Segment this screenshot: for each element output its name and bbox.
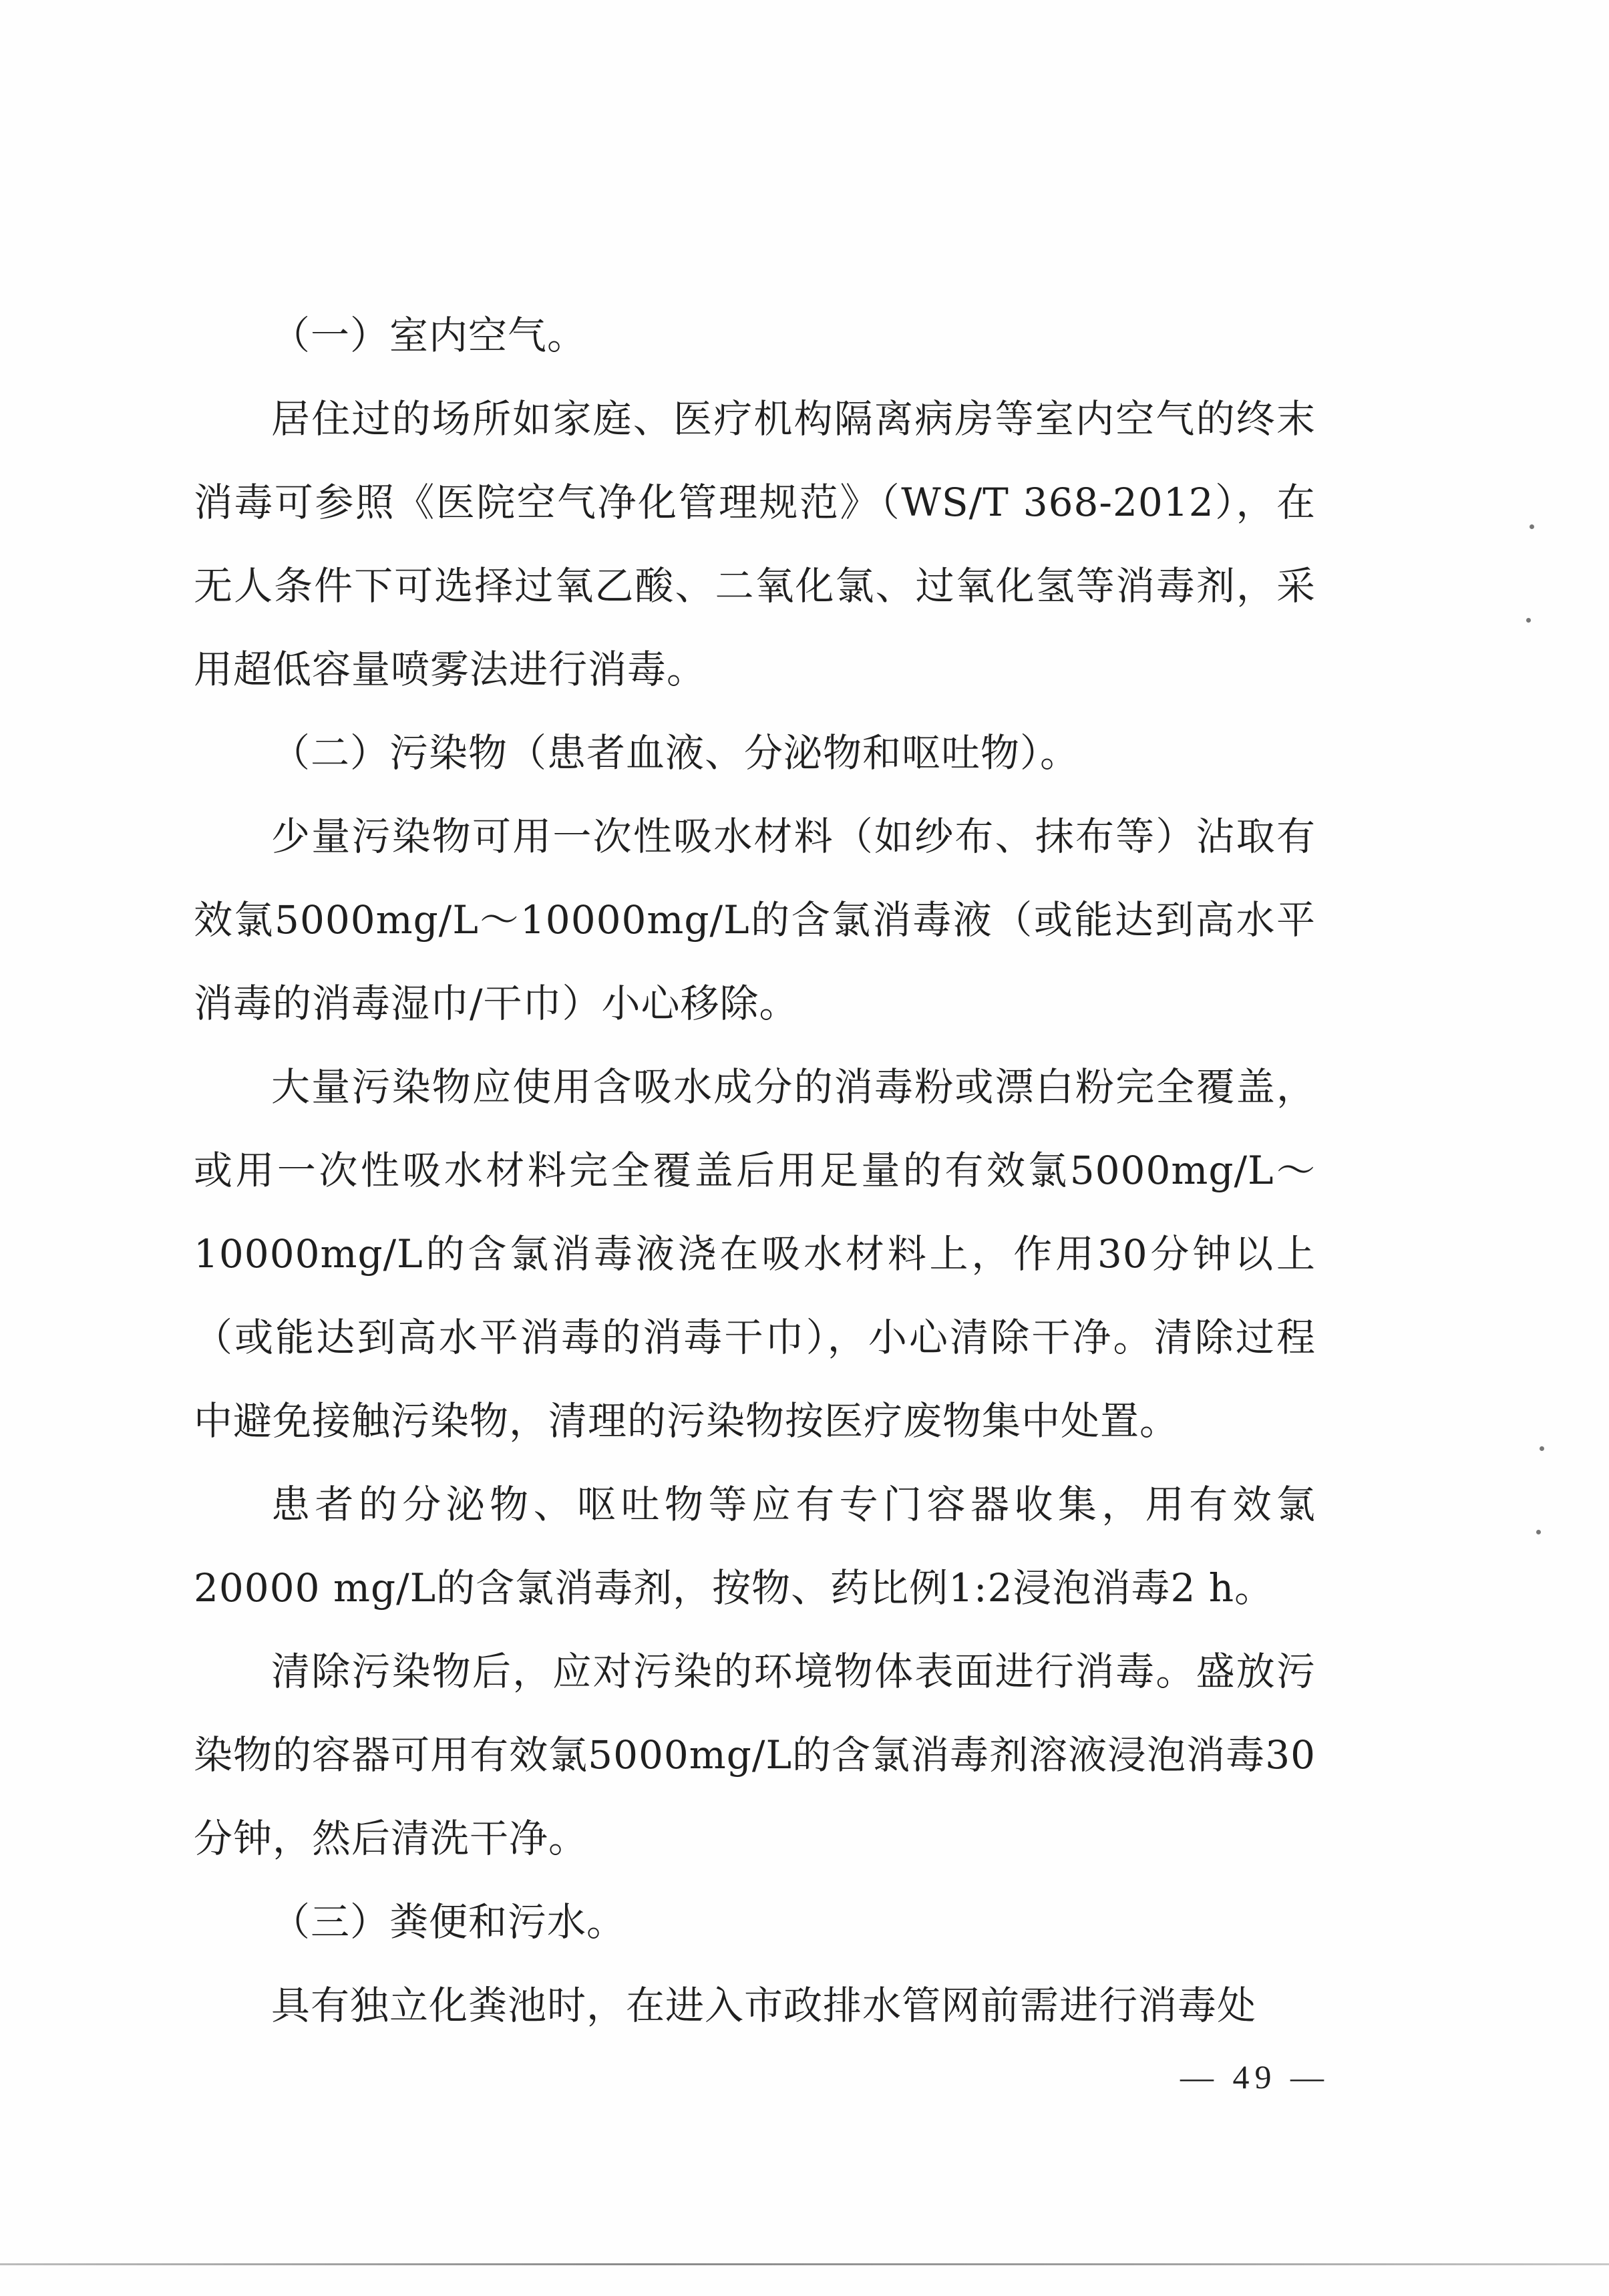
paragraph-large-contaminants: 大量污染物应使用含吸水成分的消毒粉或漂白粉完全覆盖，或用一次性吸水材料完全覆盖后用足量的有效氯5000mg/L～10000mg/L的含氯消毒液浇在吸水材料上，作用30分钟以上（或能达到高水平消毒的消毒干巾），小心清除干净。清除过程中避免接触污染物，清理的污染物按医疗废物集中处置。	[194, 1064, 1316, 1444]
section-heading-feces-sewage: （三）粪便和污水。	[271, 1899, 627, 1945]
paragraph-septic-tank: 具有独立化粪池时，在进入市政排水管网前需进行消毒处	[271, 1983, 1257, 2028]
scan-artifact-dot	[1530, 524, 1534, 529]
bottom-scan-edge	[0, 2263, 1609, 2265]
section-heading-contaminants: （二）污染物（患者血液、分泌物和呕吐物）。	[271, 730, 1080, 776]
paragraph-small-contaminants: 少量污染物可用一次性吸水材料（如纱布、抹布等）沾取有效氯5000mg/L～10000mg/L的含氯消毒液（或能达到高水平消毒的消毒湿巾/干巾）小心移除。	[194, 814, 1316, 1026]
paragraph-secretions: 患者的分泌物、呕吐物等应有专门容器收集，用有效氯20000 mg/L的含氯消毒剂，按物、药比例1:2浸泡消毒2 h。	[194, 1482, 1316, 1611]
paragraph-container-disinfection: 清除污染物后，应对污染的环境物体表面进行消毒。盛放污染物的容器可用有效氯5000mg/L的含氯消毒剂溶液浸泡消毒30分钟，然后清洗干净。	[194, 1649, 1316, 1861]
scan-artifact-dot	[1526, 618, 1531, 623]
document-body	[194, 294, 1316, 2047]
scan-artifact-dot	[1536, 1530, 1541, 1534]
scan-artifact-dot	[1540, 1446, 1544, 1451]
page-number: — 49 —	[1180, 2058, 1329, 2096]
section-heading-indoor-air: （一）室内空气。	[271, 313, 587, 358]
paragraph-indoor-air: 居住过的场所如家庭、医疗机构隔离病房等室内空气的终末消毒可参照《医院空气净化管理规范》（WS/T 368-2012），在无人条件下可选择过氧乙酸、二氧化氯、过氧化氢等消毒剂，采用超低容量喷雾法进行消毒。	[194, 396, 1316, 692]
